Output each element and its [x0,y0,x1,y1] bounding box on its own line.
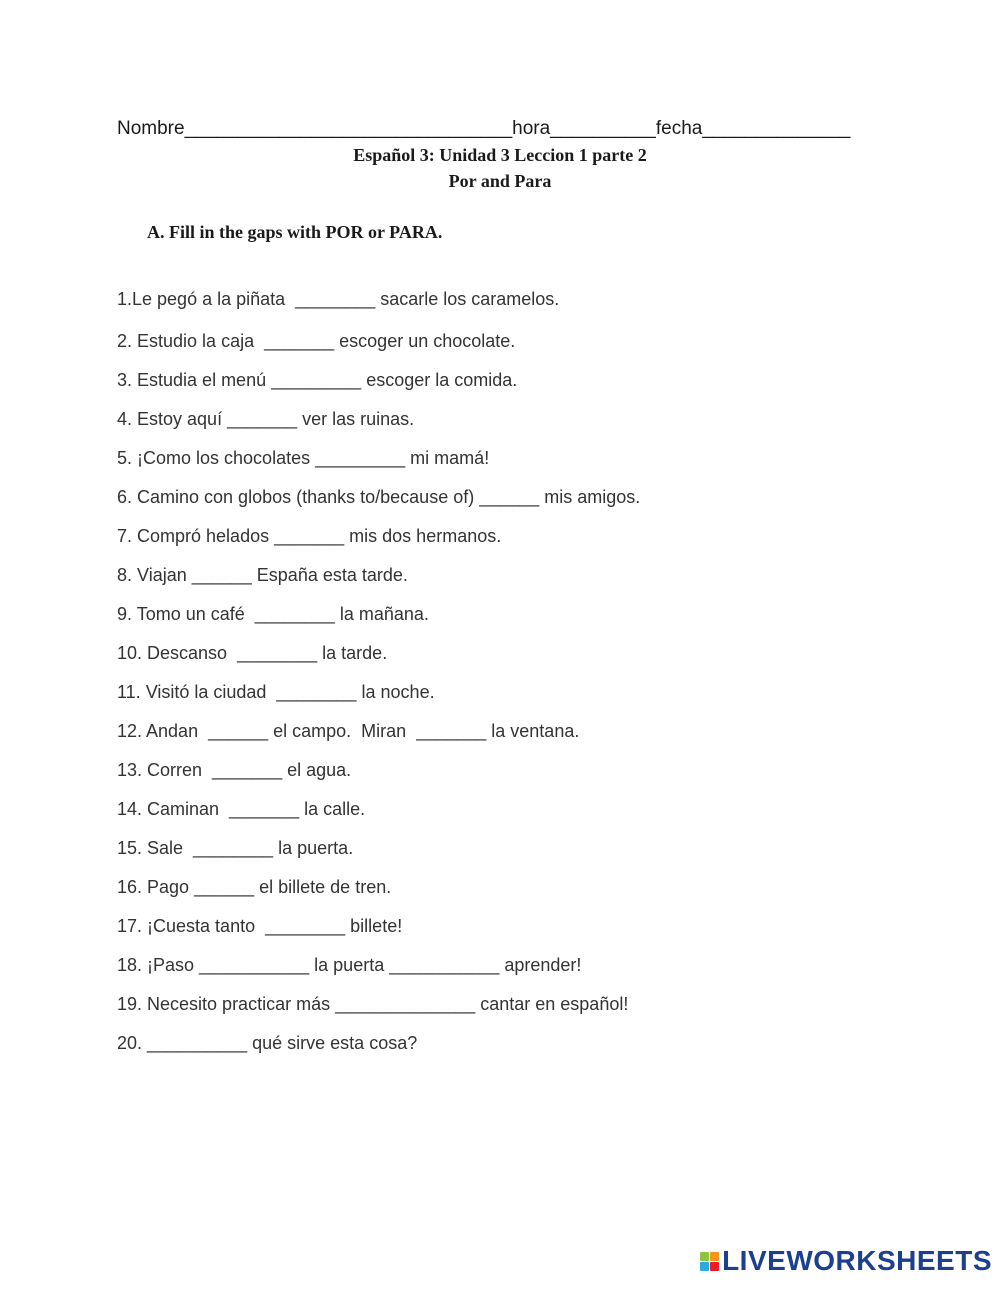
exercise-item: 11. Visitó la ciudad ________ la noche. [117,682,435,702]
liveworksheets-logo-text: LIVEWORKSHEETS [722,1245,992,1276]
exercise-item: 14. Caminan _______ la calle. [117,799,366,819]
exercise-item: 13. Corren _______ el agua. [117,760,352,780]
exercise-item: 1.Le pegó a la piñata ________ sacarle los caramelos. [117,289,560,309]
exercise-item: 12. Andan ______ el campo. Miran _______ la ventana. [117,721,580,741]
logo-square-blue [700,1262,709,1271]
exercise-item: 2. Estudio la caja _______ escoger un chocolate. [117,331,516,351]
logo-square-orange [710,1252,719,1261]
exercise-item: 8. Viajan ______ España esta tarde. [117,565,408,585]
liveworksheets-logo-icon [700,1252,719,1271]
section-instruction: A. Fill in the gaps with POR or PARA. [147,222,443,242]
exercise-item: 17. ¡Cuesta tanto ________ billete! [117,916,403,936]
exercise-item: 20. __________ qué sirve esta cosa? [117,1033,418,1053]
exercise-item: 16. Pago ______ el billete de tren. [117,877,392,897]
logo-square-green [700,1252,709,1261]
exercise-list [117,289,640,1053]
worksheet-title: Español 3: Unidad 3 Leccion 1 parte 2 [353,145,647,165]
exercise-item: 4. Estoy aquí _______ ver las ruinas. [117,409,415,429]
exercise-item: 6. Camino con globos (thanks to/because of) ______ mis amigos. [117,487,641,507]
exercise-item: 19. Necesito practicar más ______________ cantar en español! [117,994,629,1014]
exercise-item: 9. Tomo un café ________ la mañana. [117,604,429,624]
name-hour-date-line: Nombre_______________________________hora__________fecha______________ [117,118,851,139]
exercise-item: 15. Sale ________ la puerta. [117,838,354,858]
logo-square-red [710,1262,719,1271]
exercise-item: 10. Descanso ________ la tarde. [117,643,388,663]
worksheet-subtitle: Por and Para [448,171,552,191]
exercise-item: 7. Compró helados _______ mis dos hermanos. [117,526,502,546]
liveworksheets-logo [700,1245,992,1277]
exercise-item: 3. Estudia el menú _________ escoger la comida. [117,370,518,390]
exercise-item: 18. ¡Paso ___________ la puerta ___________ aprender! [117,955,582,975]
exercise-item: 5. ¡Como los chocolates _________ mi mamá! [117,448,490,468]
